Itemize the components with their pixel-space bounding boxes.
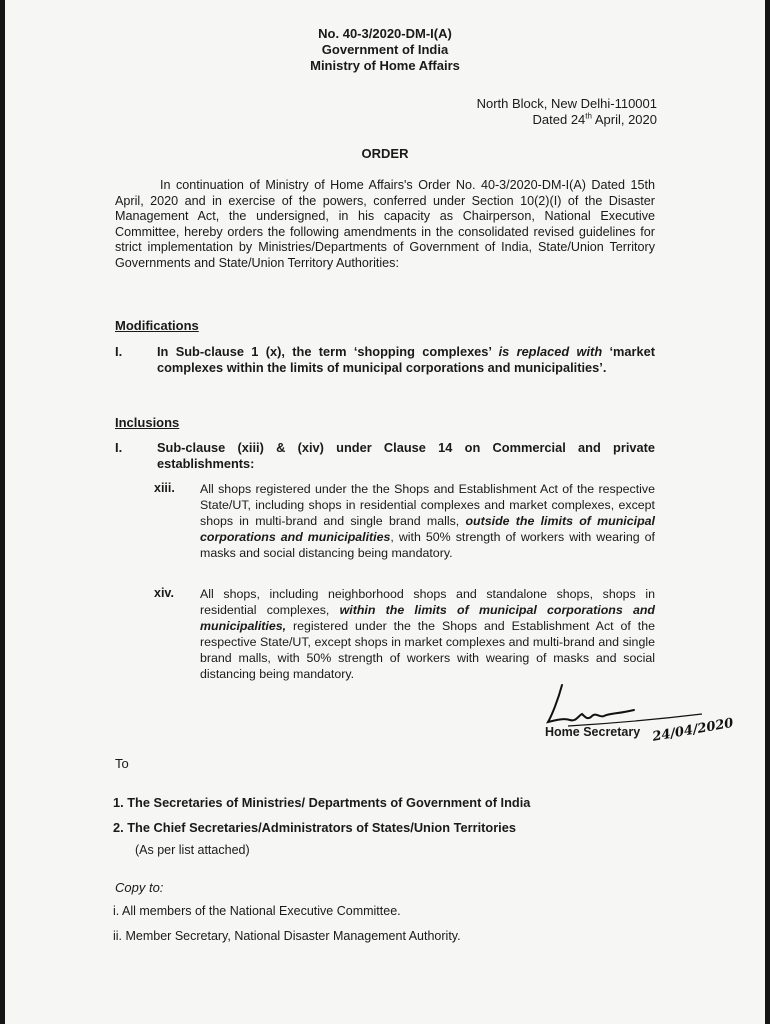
inclusions-heading: Inclusions	[115, 415, 180, 430]
sub-clause-number: xiv.	[154, 586, 174, 600]
handwritten-signature	[542, 680, 752, 750]
copy-to-heading: Copy to:	[115, 880, 164, 895]
government-name: Government of India	[321, 42, 449, 57]
recipient-item: 2. The Chief Secretaries/Administrators of States/Union Territories	[113, 820, 516, 835]
signatory-title: Home Secretary	[545, 725, 641, 739]
address-location: North Block, New Delhi-110001	[476, 96, 657, 111]
recipient-note: (As per list attached)	[135, 843, 250, 857]
order-title: ORDER	[361, 146, 409, 161]
sub-clause-text: All shops registered under the the Shops and Establishment Act of the respective State/UT, including shops in residential complexes and market complexes, except shops in multi-brand and single brand malls, outside the limits of municipal corporations and municipalities, with 50% strength of workers with wearing of masks and social distancing being mandatory.	[200, 482, 655, 560]
reference-number: No. 40-3/2020-DM-I(A)	[318, 26, 452, 41]
modifications-number: I.	[115, 344, 123, 359]
modifications-clause: In Sub-clause 1 (x), the term ‘shopping complexes’ is replaced with ‘market complexes within the limits of municipal corporations and municipalities’.	[157, 344, 655, 375]
copy-to-item: i. All members of the National Executive Committee.	[113, 904, 401, 918]
sub-clause-number: xiii.	[154, 481, 175, 495]
intro-paragraph: In continuation of Ministry of Home Affairs's Order No. 40-3/2020-DM-I(A) Dated 15th April, 2020 and in exercise of the powers, conferred under Section 10(2)(I) of the Disaster Management Act, the undersigned, in his capacity as Chairperson, National Executive Committee, hereby orders the following amendments in the consolidated revised guidelines for strict implementation by Ministries/Departments of Government of India, State/Union Territory Governments and State/Union Territory Authorities:	[115, 178, 655, 270]
signature-date: 24/04/2020	[651, 715, 735, 745]
copy-to-item: ii. Member Secretary, National Disaster Management Authority.	[113, 929, 461, 943]
inclusions-number: I.	[115, 440, 123, 455]
modifications-heading: Modifications	[115, 318, 199, 333]
address-date: Dated 24th April, 2020	[532, 111, 657, 127]
recipient-item: 1. The Secretaries of Ministries/ Departments of Government of India	[113, 795, 531, 810]
sub-clause-text: All shops, including neighborhood shops and standalone shops, shops in residential complexes, within the limits of municipal corporations and municipalities, registered under the the Shops and Establishment Act of the respective State/UT, except shops in market complexes and multi-brand and single brand malls, with 50% strength of workers with wearing of masks and social distancing being mandatory.	[200, 587, 655, 681]
ministry-name: Ministry of Home Affairs	[310, 58, 460, 73]
document-header	[0, 26, 770, 74]
address-block	[477, 96, 657, 128]
to-label: To	[115, 756, 129, 771]
inclusions-clause: Sub-clause (xiii) & (xiv) under Clause 14 on Commercial and private establishments:	[157, 440, 655, 471]
